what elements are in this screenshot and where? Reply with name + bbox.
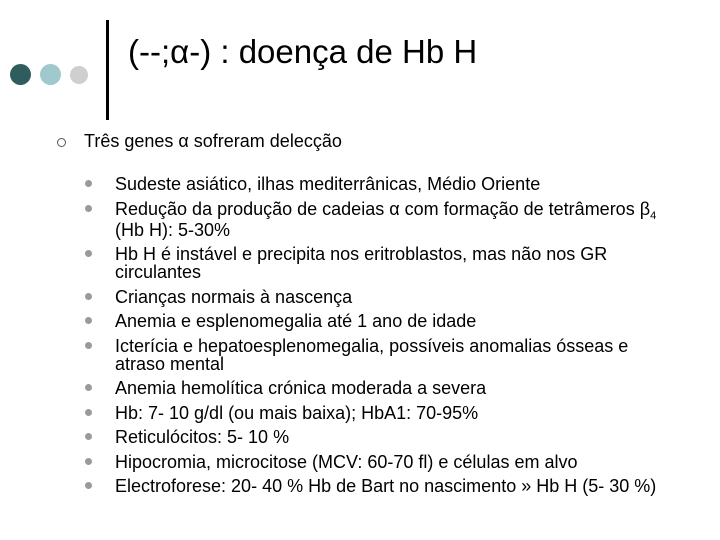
list-item-text-part: (Hb H): 5-30% [115, 219, 231, 240]
bullet-dot-icon [85, 409, 92, 416]
hollow-circle-bullet-icon [57, 138, 66, 147]
list-item [0, 477, 720, 495]
list-item [0, 404, 720, 422]
title-divider [106, 20, 109, 120]
list-item-text: Hb H é instável e precipita nos eritroblastos, mas não nos GR circulantes [115, 244, 608, 282]
bullet-dot-icon [85, 250, 92, 257]
list-item [0, 288, 720, 306]
list-item-text: Crianças normais à nascença [115, 286, 353, 307]
decorative-dot-gray [70, 66, 88, 84]
list-item [0, 312, 720, 330]
subscript-4: 4 [650, 209, 657, 222]
bullet-dot-icon [85, 342, 92, 349]
list-item-text: Anemia e esplenomegalia até 1 ano de idade [115, 311, 477, 331]
list-item [0, 245, 720, 281]
list-item [0, 175, 720, 193]
bullet-dot-icon [85, 180, 92, 187]
decorative-dot-dark [10, 64, 31, 85]
list-item-text: Hb: 7- 10 g/dl (ou mais baixa); HbA1: 70-95% [115, 402, 479, 423]
slide-title: (--;α-) : doença de Hb H [128, 33, 478, 70]
bullet-dot-icon [85, 293, 92, 300]
list-item [0, 200, 720, 239]
bullet-dot-icon [85, 482, 92, 489]
list-item-text: Electroforese: 20- 40 % Hb de Bart no nascimento » Hb H (5- 30 %) [115, 476, 657, 496]
list-item-text: Anemia hemolítica crónica moderada a severa [115, 378, 487, 398]
list-item-text: Reticulócitos: 5- 10 % [115, 427, 290, 447]
list-item-text: Sudeste asiático, ilhas mediterrânicas, Médio Oriente [115, 174, 541, 194]
bullet-dot-icon [85, 433, 92, 440]
decorative-dot-teal [40, 64, 61, 85]
list-item-text-part: Redução da produção de cadeias α com formação de tetrâmeros β [115, 198, 651, 219]
bullet-dot-icon [85, 458, 92, 465]
sub-bullet-list [0, 175, 720, 502]
list-item-text: Hipocromia, microcitose (MCV: 60-70 fl) e células em alvo [115, 451, 578, 472]
bullet-dot-icon [85, 317, 92, 324]
list-item [0, 453, 720, 471]
main-bullet-text: Três genes α sofreram delecção [84, 131, 342, 151]
list-item [0, 337, 720, 373]
bullet-dot-icon [85, 384, 92, 391]
list-item [0, 379, 720, 397]
bullet-dot-icon [85, 205, 92, 212]
list-item-text [115, 199, 656, 240]
list-item-text: Icterícia e hepatoesplenomegalia, possíveis anomalias ósseas e atraso mental [115, 335, 629, 374]
list-item [0, 428, 720, 446]
